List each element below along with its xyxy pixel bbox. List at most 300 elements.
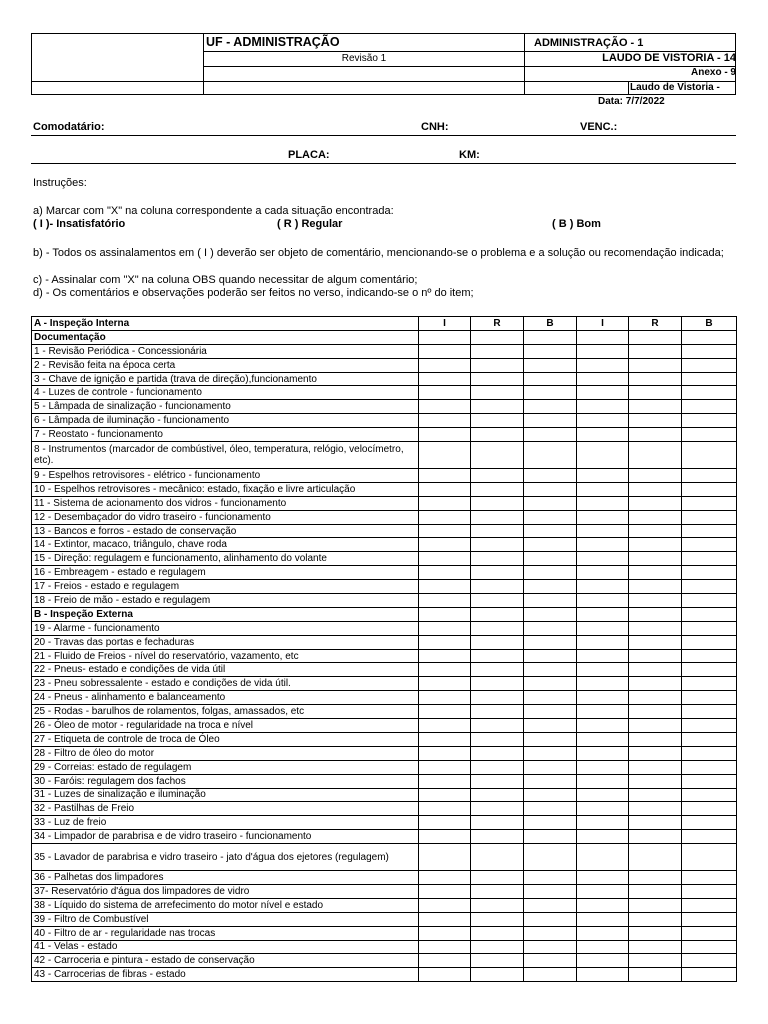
check-cell[interactable] [577,802,629,816]
check-cell[interactable] [682,469,737,483]
check-cell[interactable] [471,442,524,469]
check-cell[interactable] [471,510,524,524]
check-cell[interactable] [682,496,737,510]
check-cell[interactable] [682,635,737,649]
check-cell[interactable] [524,566,577,580]
check-cell[interactable] [629,552,682,566]
check-cell[interactable] [419,580,471,594]
check-cell[interactable] [524,954,577,968]
check-cell[interactable] [471,940,524,954]
check-cell[interactable] [682,926,737,940]
check-cell[interactable] [577,358,629,372]
check-cell[interactable] [524,552,577,566]
check-cell[interactable] [629,898,682,912]
check-cell[interactable] [419,428,471,442]
check-cell[interactable] [419,954,471,968]
check-cell[interactable] [682,594,737,608]
check-cell[interactable] [419,830,471,844]
check-cell[interactable] [682,816,737,830]
check-cell[interactable] [419,344,471,358]
check-cell[interactable] [471,372,524,386]
section-label: B - Inspeção Externa [32,607,419,621]
check-cell[interactable] [577,496,629,510]
check-cell[interactable] [471,719,524,733]
table-row [32,926,737,940]
item-label: 23 - Pneu sobressalente - estado e condições de vida útil. [32,677,419,691]
check-cell[interactable] [577,760,629,774]
check-cell[interactable] [629,400,682,414]
comodatario-label: Comodatário: [33,121,105,133]
check-cell[interactable] [419,732,471,746]
check-cell[interactable] [419,926,471,940]
check-cell[interactable] [524,635,577,649]
check-cell[interactable] [471,482,524,496]
check-cell[interactable] [577,774,629,788]
check-cell[interactable] [577,580,629,594]
table-row [32,705,737,719]
check-cell[interactable] [524,788,577,802]
check-cell[interactable] [524,705,577,719]
check-cell[interactable] [419,691,471,705]
check-cell[interactable] [471,621,524,635]
check-cell[interactable] [419,802,471,816]
check-cell[interactable] [471,746,524,760]
check-cell[interactable] [682,524,737,538]
check-cell[interactable] [471,386,524,400]
check-cell[interactable] [577,884,629,898]
check-cell[interactable] [577,552,629,566]
check-cell[interactable] [682,746,737,760]
check-cell[interactable] [629,566,682,580]
check-cell[interactable] [471,594,524,608]
check-cell[interactable] [524,538,577,552]
check-cell[interactable] [629,954,682,968]
section-label: Documentação [32,330,419,344]
check-cell[interactable] [577,510,629,524]
check-cell[interactable] [577,968,629,982]
check-cell[interactable] [524,358,577,372]
check-cell[interactable] [471,816,524,830]
check-cell[interactable] [471,552,524,566]
check-cell[interactable] [682,677,737,691]
check-cell[interactable] [577,400,629,414]
check-cell[interactable] [524,442,577,469]
header-laudo: LAUDO DE VISTORIA - 14 [602,52,736,64]
check-cell[interactable] [524,400,577,414]
check-cell [577,330,629,344]
check-cell[interactable] [577,871,629,885]
check-cell[interactable] [629,344,682,358]
check-cell[interactable] [577,830,629,844]
check-cell[interactable] [577,746,629,760]
check-cell[interactable] [577,898,629,912]
check-cell[interactable] [629,677,682,691]
check-cell[interactable] [419,968,471,982]
check-cell[interactable] [682,898,737,912]
km-label: KM: [459,149,480,161]
check-cell[interactable] [629,691,682,705]
check-cell[interactable] [471,830,524,844]
table-row [32,358,737,372]
check-cell[interactable] [471,358,524,372]
check-cell[interactable] [577,386,629,400]
check-cell[interactable] [419,816,471,830]
check-cell[interactable] [682,760,737,774]
table-row [32,884,737,898]
check-cell[interactable] [629,732,682,746]
item-label: 10 - Espelhos retrovisores - mecânico: estado, fixação e livre articulação [32,482,419,496]
check-cell[interactable] [629,816,682,830]
check-cell[interactable] [682,719,737,733]
table-row [32,428,737,442]
check-cell[interactable] [419,940,471,954]
check-cell[interactable] [682,649,737,663]
check-cell[interactable] [419,386,471,400]
check-cell[interactable] [682,358,737,372]
check-cell[interactable] [471,400,524,414]
check-cell[interactable] [524,496,577,510]
check-cell[interactable] [524,802,577,816]
check-cell[interactable] [419,844,471,871]
check-cell[interactable] [419,649,471,663]
check-cell[interactable] [419,774,471,788]
check-cell[interactable] [471,844,524,871]
check-cell[interactable] [419,705,471,719]
check-cell[interactable] [577,635,629,649]
check-cell[interactable] [471,871,524,885]
check-cell[interactable] [419,788,471,802]
check-cell[interactable] [524,663,577,677]
check-cell[interactable] [629,594,682,608]
check-cell[interactable] [577,732,629,746]
check-cell[interactable] [682,442,737,469]
table-row [32,663,737,677]
check-cell[interactable] [629,844,682,871]
check-cell[interactable] [629,538,682,552]
check-cell[interactable] [577,344,629,358]
check-cell[interactable] [577,705,629,719]
check-cell[interactable] [577,912,629,926]
check-cell[interactable] [524,898,577,912]
check-cell[interactable] [629,968,682,982]
check-cell[interactable] [419,635,471,649]
check-cell[interactable] [471,566,524,580]
check-cell[interactable] [524,386,577,400]
check-cell[interactable] [524,746,577,760]
check-cell[interactable] [682,428,737,442]
check-cell[interactable] [419,538,471,552]
check-cell[interactable] [419,400,471,414]
check-cell[interactable] [577,469,629,483]
check-cell[interactable] [577,372,629,386]
check-cell[interactable] [419,594,471,608]
check-cell[interactable] [524,968,577,982]
check-cell[interactable] [577,844,629,871]
check-cell[interactable] [629,580,682,594]
check-cell[interactable] [471,954,524,968]
table-row [32,968,737,982]
check-cell[interactable] [524,719,577,733]
check-cell[interactable] [524,691,577,705]
check-cell[interactable] [629,719,682,733]
check-cell[interactable] [682,400,737,414]
check-cell[interactable] [471,663,524,677]
check-cell[interactable] [629,372,682,386]
check-cell[interactable] [419,677,471,691]
table-row [32,871,737,885]
check-cell[interactable] [577,621,629,635]
check-cell[interactable] [629,482,682,496]
check-cell[interactable] [524,677,577,691]
check-cell[interactable] [629,884,682,898]
item-label: 40 - Filtro de ar - regularidade nas trocas [32,926,419,940]
check-cell[interactable] [471,732,524,746]
check-cell[interactable] [577,691,629,705]
check-cell[interactable] [419,746,471,760]
check-cell[interactable] [471,524,524,538]
table-row [32,594,737,608]
check-cell[interactable] [682,954,737,968]
check-cell[interactable] [682,386,737,400]
check-cell[interactable] [419,372,471,386]
check-cell[interactable] [419,358,471,372]
check-cell[interactable] [524,940,577,954]
check-cell[interactable] [629,760,682,774]
check-cell[interactable] [629,524,682,538]
check-cell[interactable] [577,414,629,428]
check-cell[interactable] [471,344,524,358]
check-cell[interactable] [577,663,629,677]
check-cell[interactable] [577,482,629,496]
check-cell [629,330,682,344]
item-label: 25 - Rodas - barulhos de rolamentos, folgas, amassados, etc [32,705,419,719]
check-cell[interactable] [471,968,524,982]
check-cell[interactable] [419,524,471,538]
check-cell[interactable] [682,414,737,428]
check-cell[interactable] [629,358,682,372]
check-cell[interactable] [629,442,682,469]
check-cell[interactable] [471,469,524,483]
check-cell [577,607,629,621]
check-cell[interactable] [419,496,471,510]
check-cell[interactable] [682,884,737,898]
check-cell[interactable] [682,538,737,552]
check-cell[interactable] [419,663,471,677]
check-cell[interactable] [577,954,629,968]
check-cell[interactable] [524,524,577,538]
check-cell[interactable] [629,926,682,940]
check-cell[interactable] [524,912,577,926]
check-cell[interactable] [419,442,471,469]
check-cell[interactable] [471,635,524,649]
check-cell[interactable] [524,884,577,898]
check-cell[interactable] [524,926,577,940]
column-header: R [629,317,682,331]
check-cell[interactable] [629,774,682,788]
check-cell[interactable] [629,802,682,816]
check-cell[interactable] [524,830,577,844]
check-cell[interactable] [629,635,682,649]
check-cell[interactable] [419,898,471,912]
check-cell[interactable] [682,871,737,885]
check-cell[interactable] [629,663,682,677]
check-cell[interactable] [471,414,524,428]
check-cell[interactable] [419,510,471,524]
check-cell[interactable] [682,510,737,524]
check-cell[interactable] [471,926,524,940]
check-cell[interactable] [682,372,737,386]
item-label: 20 - Travas das portas e fechaduras [32,635,419,649]
table-row [32,552,737,566]
check-cell[interactable] [682,844,737,871]
check-cell[interactable] [682,482,737,496]
item-label: 16 - Embreagem - estado e regulagem [32,566,419,580]
check-cell[interactable] [682,691,737,705]
check-cell[interactable] [524,372,577,386]
check-cell[interactable] [629,386,682,400]
check-cell[interactable] [577,926,629,940]
check-cell[interactable] [524,580,577,594]
check-cell[interactable] [419,566,471,580]
item-label: 34 - Limpador de parabrisa e de vidro traseiro - funcionamento [32,830,419,844]
check-cell[interactable] [471,580,524,594]
check-cell[interactable] [629,414,682,428]
check-cell[interactable] [524,594,577,608]
check-cell[interactable] [577,677,629,691]
check-cell[interactable] [682,774,737,788]
header-anexo: Anexo - 9 [690,67,736,78]
check-cell[interactable] [471,774,524,788]
section-row [32,330,737,344]
check-cell[interactable] [682,830,737,844]
check-cell[interactable] [682,552,737,566]
check-cell[interactable] [419,871,471,885]
check-cell[interactable] [682,663,737,677]
check-cell[interactable] [629,428,682,442]
table-row [32,538,737,552]
check-cell[interactable] [471,884,524,898]
check-cell[interactable] [524,469,577,483]
table-row [32,649,737,663]
inspection-date: Data: 7/7/2022 [598,96,665,107]
check-cell[interactable] [577,719,629,733]
item-label: 11 - Sistema de acionamento dos vidros - funcionamento [32,496,419,510]
check-cell[interactable] [471,691,524,705]
check-cell[interactable] [419,719,471,733]
check-cell[interactable] [629,940,682,954]
check-cell[interactable] [577,428,629,442]
check-cell[interactable] [682,732,737,746]
item-label: 32 - Pastilhas de Freio [32,802,419,816]
check-cell[interactable] [629,469,682,483]
check-cell[interactable] [524,760,577,774]
section-row [32,607,737,621]
check-cell[interactable] [524,621,577,635]
check-cell[interactable] [524,510,577,524]
check-cell[interactable] [629,830,682,844]
check-cell[interactable] [524,428,577,442]
check-cell[interactable] [629,871,682,885]
check-cell[interactable] [577,594,629,608]
check-cell[interactable] [471,496,524,510]
check-cell[interactable] [471,912,524,926]
check-cell[interactable] [629,649,682,663]
check-cell[interactable] [577,940,629,954]
check-cell[interactable] [471,802,524,816]
check-cell[interactable] [524,344,577,358]
check-cell[interactable] [629,496,682,510]
legend-bom: ( B ) Bom [552,218,601,230]
check-cell[interactable] [524,414,577,428]
check-cell[interactable] [419,621,471,635]
check-cell[interactable] [682,705,737,719]
check-cell[interactable] [419,552,471,566]
table-row [32,496,737,510]
check-cell[interactable] [471,788,524,802]
check-cell[interactable] [577,442,629,469]
check-cell[interactable] [524,816,577,830]
check-cell[interactable] [419,482,471,496]
item-label: 30 - Faróis: regulagem dos fachos [32,774,419,788]
check-cell[interactable] [524,844,577,871]
check-cell[interactable] [629,705,682,719]
check-cell[interactable] [524,482,577,496]
check-cell[interactable] [419,760,471,774]
check-cell[interactable] [471,898,524,912]
check-cell[interactable] [577,649,629,663]
check-cell[interactable] [682,940,737,954]
check-cell[interactable] [419,884,471,898]
check-cell[interactable] [682,912,737,926]
check-cell[interactable] [419,912,471,926]
check-cell[interactable] [524,649,577,663]
check-cell[interactable] [419,469,471,483]
check-cell[interactable] [524,732,577,746]
check-cell[interactable] [471,428,524,442]
check-cell[interactable] [682,621,737,635]
check-cell[interactable] [577,816,629,830]
check-cell[interactable] [471,705,524,719]
check-cell[interactable] [682,788,737,802]
check-cell[interactable] [577,524,629,538]
check-cell[interactable] [682,802,737,816]
check-cell[interactable] [682,566,737,580]
check-cell[interactable] [577,566,629,580]
check-cell[interactable] [524,774,577,788]
check-cell[interactable] [524,871,577,885]
check-cell[interactable] [629,788,682,802]
check-cell[interactable] [471,677,524,691]
check-cell[interactable] [471,649,524,663]
check-cell[interactable] [682,344,737,358]
check-cell[interactable] [577,538,629,552]
table-row [32,732,737,746]
check-cell[interactable] [471,760,524,774]
item-label: 26 - Óleo de motor - regularidade na troca e nível [32,719,419,733]
check-cell[interactable] [471,538,524,552]
column-header: R [471,317,524,331]
check-cell[interactable] [577,788,629,802]
check-cell[interactable] [419,414,471,428]
check-cell[interactable] [629,510,682,524]
check-cell[interactable] [682,968,737,982]
check-cell[interactable] [629,746,682,760]
item-label: 22 - Pneus- estado e condições de vida útil [32,663,419,677]
instruction-c: c) - Assinalar com "X" na coluna OBS quando necessitar de algum comentário; [33,274,418,286]
check-cell[interactable] [682,580,737,594]
check-cell[interactable] [629,912,682,926]
check-cell[interactable] [629,621,682,635]
